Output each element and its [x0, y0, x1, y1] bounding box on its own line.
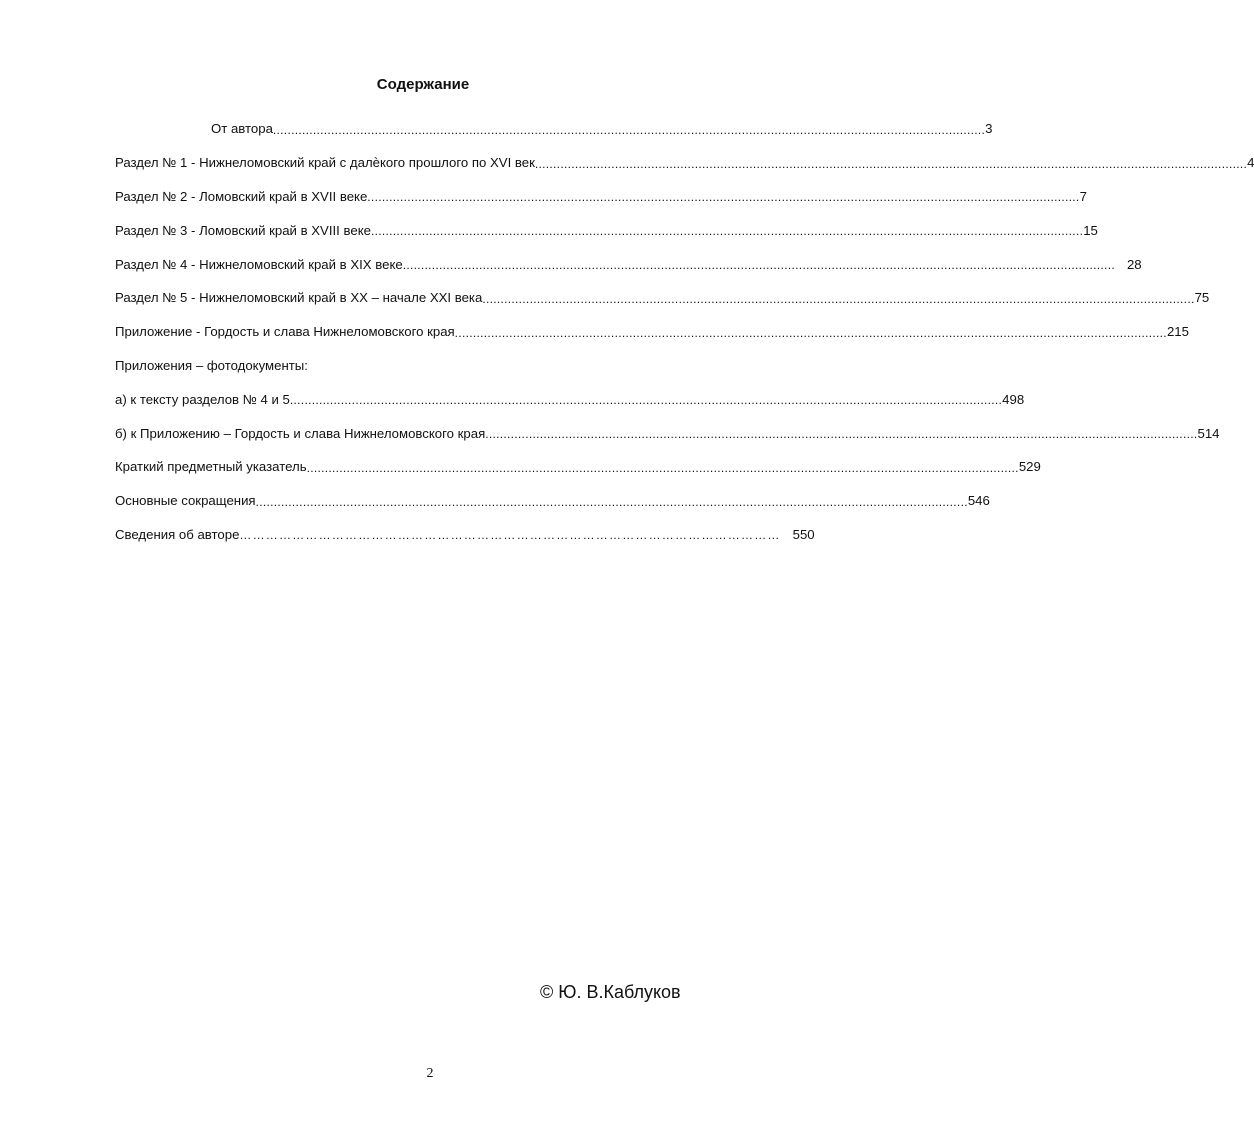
toc-entry-label: Раздел № 5 - Нижнеломовский край в XX – начале XXI века [115, 290, 483, 306]
toc-entry-label: Приложение - Гордость и слава Нижнеломовского края [115, 324, 455, 340]
toc-entry-page: 498 [1002, 391, 1025, 407]
copyright-line: © Ю. В.Каблуков [540, 982, 681, 1002]
toc-entry [115, 349, 671, 383]
toc-entry [115, 450, 1041, 484]
toc-entry-label: От автора [211, 121, 273, 137]
toc-leader-dots: .................................................................................................................................................................................................... [402, 258, 1115, 273]
toc-entry-label: Приложения – фотодокументы: [115, 357, 308, 373]
toc-entry-page: 3 [985, 121, 993, 137]
toc-entry-label: а) к тексту разделов № 4 и 5 [115, 391, 290, 407]
toc-leader-dots: .................................................................................................................................................................................................... [370, 224, 1084, 239]
toc-entry [115, 416, 1220, 450]
toc-entry-label: Раздел № 1 - Нижнеломовский край с далѐкого прошлого по XVI век [115, 155, 535, 171]
toc-entry-page: 550 [792, 526, 815, 542]
toc-entry-label: Раздел № 4 - Нижнеломовский край в XIX веке [115, 256, 403, 272]
toc-entry-label: Сведения об авторе [115, 526, 240, 542]
toc-leader-dots: .................................................................................................................................................................................................... [482, 291, 1195, 306]
toc-entry [115, 518, 815, 552]
toc-entry [115, 247, 1142, 281]
toc-entry [115, 382, 1025, 416]
toc-entry-page: 546 [967, 493, 990, 509]
toc-leader-dots: .................................................................................................................................................................................................... [367, 190, 1080, 205]
toc-leader-dots: .................................................................................................................................................................................................... [485, 427, 1198, 442]
toc-entry-page: 15 [1083, 222, 1098, 238]
toc-entry-label: Раздел № 3 - Ломовский край в XVIII веке [115, 222, 371, 238]
toc-entry-label: Краткий предметный указатель [115, 459, 307, 475]
toc-entry [115, 112, 993, 146]
toc-entry [115, 213, 1098, 247]
toc-leader-dots: .................................................................................................................................................................................................... [306, 460, 1019, 475]
toc-entry-label: б) к Приложению – Гордость и слава Нижнеломовского края [115, 425, 486, 441]
toc-entry [115, 315, 1189, 349]
toc-entry-page: 7 [1079, 188, 1087, 204]
toc-entry [115, 146, 1254, 180]
toc-list [115, 112, 1254, 551]
toc-leader-dots: …………………………………………………………………………………………………………… [239, 528, 781, 543]
toc-entry-label: Раздел № 2 - Ломовский край в XVII веке [115, 188, 368, 204]
toc-leader-dots: .................................................................................................................................................................................................... [272, 122, 986, 137]
toc-title: Содержание [376, 76, 470, 93]
toc-entry-page: 28 [1126, 256, 1142, 272]
toc-entry-page: 529 [1018, 459, 1041, 475]
toc-leader-dots: .................................................................................................................................................................................................... [454, 325, 1167, 340]
toc-leader-dots: .................................................................................................................................................................................................... [534, 156, 1248, 171]
toc-entry [115, 281, 1210, 315]
page-number: 2 [426, 1066, 434, 1081]
toc-leader-dots: .................................................................................................................................................................................................... [289, 393, 1003, 408]
toc-leader-dots: .................................................................................................................................................................................................... [255, 494, 968, 509]
toc-entry-label: Основные сокращения [115, 493, 256, 509]
toc-entry-page: 75 [1194, 290, 1210, 306]
toc-entry-page: 215 [1166, 324, 1189, 340]
toc-entry [115, 180, 1087, 214]
toc-entry-page: 4 [1247, 155, 1254, 171]
toc-entry-page: 514 [1197, 425, 1220, 441]
toc-entry [115, 484, 990, 518]
